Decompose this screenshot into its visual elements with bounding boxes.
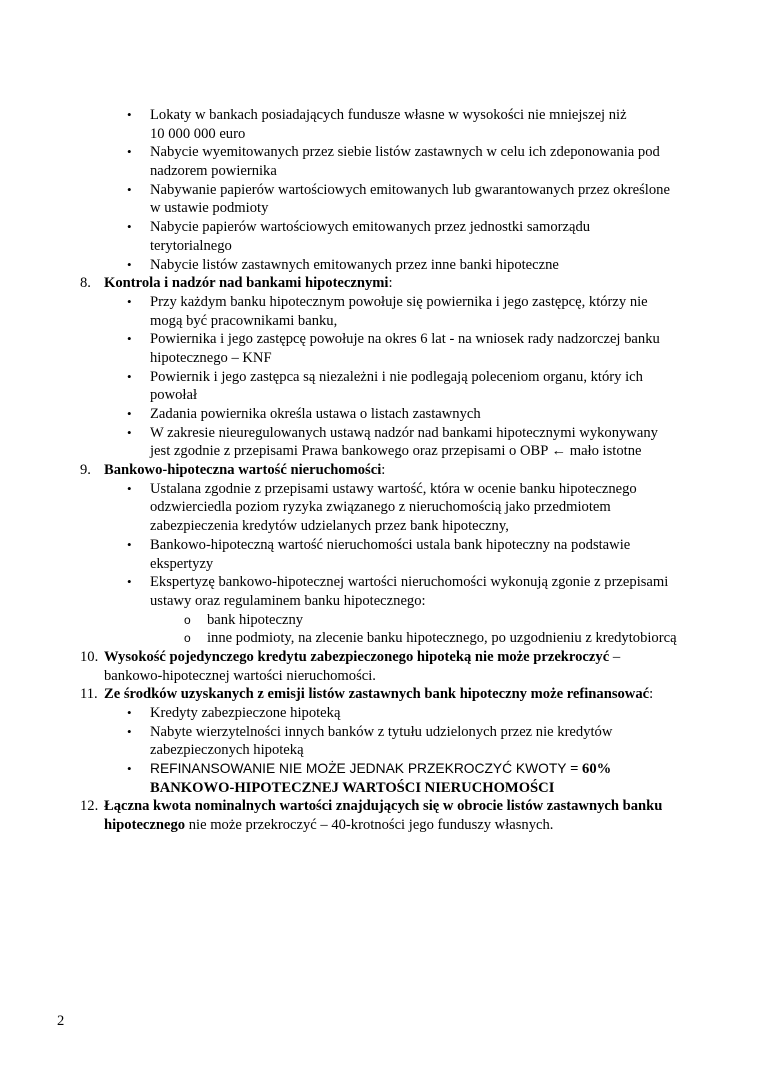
text-run: zabezpieczonych hipoteką bbox=[150, 742, 304, 759]
line-text bbox=[104, 797, 662, 816]
numbered-list-line bbox=[0, 461, 760, 480]
bold-text: Kontrola i nadzór nad bankami hipotecznymi bbox=[104, 275, 389, 292]
text-run: Zadania powiernika określa ustawa o listach zastawnych bbox=[150, 406, 481, 422]
bullet-list-line bbox=[0, 555, 760, 574]
bullet-list-line bbox=[0, 312, 760, 331]
text-run: Nabyte wierzytelności innych banków z tytułu udzielonych przez nie kredytów bbox=[150, 723, 613, 740]
line-text bbox=[150, 779, 554, 798]
bullet-list-line bbox=[0, 181, 760, 200]
text-run: Kredyty zabezpieczone hipoteką bbox=[150, 705, 341, 721]
line-text bbox=[207, 629, 677, 648]
text-run: powołał bbox=[150, 387, 198, 404]
bold-text: Łączna kwota nominalnych wartości znajdujących się w obrocie listów zastawnych banku bbox=[104, 798, 663, 815]
bullet-list-line bbox=[0, 704, 760, 723]
bullet-icon: • bbox=[127, 256, 132, 272]
text-run: : bbox=[388, 275, 393, 292]
text-run: nadzorem powiernika bbox=[150, 163, 277, 180]
bullet-icon: • bbox=[127, 723, 132, 739]
bold-text: hipotecznego bbox=[104, 817, 186, 834]
text-run: W zakresie nieuregulowanych ustawą nadzór nad bankami hipotecznymi wykonywany bbox=[150, 424, 658, 441]
line-text bbox=[104, 816, 553, 835]
bullet-list-line bbox=[0, 125, 760, 144]
document-body bbox=[0, 106, 760, 835]
bullet-icon: • bbox=[127, 107, 132, 122]
bullet-list-line bbox=[0, 442, 760, 461]
list-number: 10. bbox=[80, 648, 99, 665]
line-text bbox=[150, 517, 509, 536]
text-run: ekspertyzy bbox=[150, 555, 214, 572]
line-text bbox=[104, 274, 393, 293]
bullet-icon: • bbox=[127, 368, 132, 384]
text-run: Nabywanie papierów wartościowych emitowanych lub gwarantowanych przez określone bbox=[150, 181, 670, 198]
bullet-icon: • bbox=[127, 536, 132, 552]
text-run: : bbox=[649, 686, 654, 703]
list-number: 11. bbox=[80, 686, 98, 703]
line-text bbox=[150, 181, 670, 200]
bullet-icon: o bbox=[184, 612, 191, 627]
line-text bbox=[150, 256, 559, 275]
line-text bbox=[150, 312, 337, 331]
bullet-list-line bbox=[0, 143, 760, 162]
line-text bbox=[150, 498, 611, 517]
line-text bbox=[150, 143, 660, 162]
text-run: Nabycie listów zastawnych emitowanych przez inne banki hipoteczne bbox=[150, 256, 559, 273]
bullet-icon: • bbox=[127, 406, 132, 421]
line-text bbox=[150, 386, 197, 405]
bullet-list-line bbox=[0, 237, 760, 256]
line-text bbox=[150, 573, 668, 592]
text-run: mogą być pracownikami banku, bbox=[150, 312, 338, 329]
bullet-icon: • bbox=[127, 219, 132, 235]
text-run: : bbox=[381, 462, 386, 479]
line-text bbox=[104, 667, 376, 686]
page-number: 2 bbox=[57, 1013, 65, 1029]
text-run: 10 000 000 euro bbox=[150, 125, 246, 142]
bullet-icon: • bbox=[127, 574, 132, 590]
bold-text: = 60% bbox=[570, 761, 612, 778]
text-run: Ekspertyzę bankowo-hipotecznej wartości nieruchomości wykonują zgonie z przepisami bbox=[150, 574, 669, 591]
line-text bbox=[150, 555, 213, 574]
line-text bbox=[150, 741, 304, 760]
bullet-list-line bbox=[0, 517, 760, 536]
text-run: jest zgodnie z przepisami Prawa bankowego oraz przepisami o OBP ← mało istotne bbox=[150, 443, 642, 460]
list-number: 8. bbox=[80, 275, 91, 292]
bullet-list-line bbox=[0, 405, 760, 424]
bullet-list-line bbox=[0, 256, 760, 275]
text-run: terytorialnego bbox=[150, 237, 232, 254]
line-text bbox=[150, 592, 426, 611]
bullet-icon: • bbox=[127, 181, 132, 197]
bold-text: Ze środków uzyskanych z emisji listów zastawnych bank hipoteczny może refinansować bbox=[104, 686, 650, 703]
line-text bbox=[150, 106, 627, 125]
text-run: Przy każdym banku hipotecznym powołuje się powiernika i jego zastępcę, którzy nie bbox=[150, 293, 648, 310]
line-text bbox=[150, 480, 637, 499]
numbered-list-line bbox=[0, 797, 760, 816]
bullet-list-line bbox=[0, 779, 760, 798]
line-text bbox=[150, 237, 232, 256]
bullet-list-line bbox=[0, 162, 760, 181]
bullet-icon: • bbox=[127, 480, 132, 496]
text-run: hipotecznego – KNF bbox=[150, 349, 272, 366]
bullet-icon: o bbox=[184, 631, 191, 646]
text-run: Bankowo-hipoteczną wartość nieruchomości ustala bank hipoteczny na podstawie bbox=[150, 536, 631, 553]
line-text bbox=[150, 218, 590, 237]
text-run: inne podmioty, na zlecenie banku hipotecznego, po uzgodnieniu z kredytobiorcą bbox=[207, 630, 677, 647]
text-run: bank hipoteczny bbox=[207, 611, 304, 628]
line-text bbox=[150, 723, 612, 742]
bullet-list-line bbox=[0, 723, 760, 742]
line-text bbox=[207, 611, 303, 630]
line-text bbox=[104, 685, 653, 704]
bullet-icon: • bbox=[127, 424, 132, 440]
line-text bbox=[150, 760, 611, 779]
text-run: Nabycie papierów wartościowych emitowanych przez jednostki samorządu bbox=[150, 219, 591, 236]
numbered-list-line bbox=[0, 274, 760, 293]
text-run: REFINANSOWANIE NIE MOŻE JEDNAK PRZEKROCZYĆ KWOTY bbox=[150, 761, 571, 777]
numbered-list-line bbox=[0, 685, 760, 704]
bullet-list-line bbox=[0, 386, 760, 405]
bold-text: Bankowo-hipoteczna wartość nieruchomości bbox=[104, 462, 382, 479]
bullet-icon: • bbox=[127, 144, 132, 160]
text-run: – bbox=[609, 648, 621, 665]
bullet-list-line bbox=[0, 218, 760, 237]
line-text bbox=[150, 125, 245, 144]
bullet-list-line bbox=[0, 293, 760, 312]
bullet-icon: • bbox=[127, 761, 132, 777]
bold-text: Wysokość pojedynczego kredytu zabezpieczonego hipoteką nie może przekroczyć bbox=[104, 648, 610, 665]
text-run: w ustawie podmioty bbox=[150, 200, 269, 217]
bullet-list-line bbox=[0, 424, 760, 443]
numbered-list-line bbox=[0, 648, 760, 667]
text-run: ustawy oraz regulaminem banku hipotecznego: bbox=[150, 592, 426, 609]
line-text bbox=[150, 405, 481, 424]
line-text bbox=[150, 293, 648, 312]
bullet-list-line bbox=[0, 330, 760, 349]
bold-text: BANKOWO-HIPOTECZNEJ WARTOŚCI NIERUCHOMOŚCI bbox=[150, 779, 555, 796]
text-run: bankowo-hipotecznej wartości nieruchomości. bbox=[104, 667, 376, 684]
bullet-icon: • bbox=[127, 293, 132, 309]
bullet-list-line bbox=[0, 573, 760, 592]
line-text bbox=[104, 461, 385, 480]
line-text bbox=[104, 648, 620, 667]
line-text bbox=[150, 424, 658, 443]
line-text bbox=[150, 349, 272, 368]
line-text bbox=[150, 199, 268, 218]
line-text bbox=[150, 162, 277, 181]
bullet-list-line bbox=[0, 592, 760, 611]
bullet-list-line bbox=[0, 498, 760, 517]
text-run: Powiernik i jego zastępca są niezależni i nie podlegają poleceniom organu, który ich bbox=[150, 368, 643, 385]
numbered-list-line bbox=[0, 667, 760, 686]
text-run: nie może przekroczyć – 40-krotności jego funduszy własnych. bbox=[185, 817, 554, 834]
line-text bbox=[150, 442, 641, 461]
text-run: zabezpieczenia kredytów udzielanych przez bank hipoteczny, bbox=[150, 518, 509, 535]
text-run: Powiernika i jego zastępcę powołuje na okres 6 lat - na wniosek rady nadzorczej banku bbox=[150, 331, 660, 348]
text-run: Lokaty w bankach posiadających fundusze własne w wysokości nie mniejszej niż bbox=[150, 107, 627, 123]
bullet-list-line bbox=[0, 349, 760, 368]
bullet-list-line bbox=[0, 368, 760, 387]
text-run: Ustalana zgodnie z przepisami ustawy wartość, która w ocenie banku hipotecznego bbox=[150, 480, 637, 497]
line-text bbox=[150, 368, 643, 387]
bullet-list-line bbox=[0, 199, 760, 218]
numbered-list-line bbox=[0, 816, 760, 835]
list-number: 9. bbox=[80, 462, 91, 479]
text-run: odzwierciedla poziom ryzyka związanego z nieruchomością jako przedmiotem bbox=[150, 499, 611, 516]
line-text bbox=[150, 330, 660, 349]
bullet-list-line bbox=[0, 611, 760, 630]
line-text bbox=[150, 704, 340, 723]
bullet-list-line bbox=[0, 760, 760, 779]
bullet-icon: • bbox=[127, 331, 132, 347]
bullet-icon: • bbox=[127, 705, 132, 720]
text-run: Nabycie wyemitowanych przez siebie listów zastawnych w celu ich zdeponowania pod bbox=[150, 144, 660, 161]
bullet-list-line bbox=[0, 480, 760, 499]
bullet-list-line bbox=[0, 536, 760, 555]
bullet-list-line bbox=[0, 629, 760, 648]
list-number: 12. bbox=[80, 798, 99, 815]
line-text bbox=[150, 536, 630, 555]
bullet-list-line bbox=[0, 741, 760, 760]
bullet-list-line bbox=[0, 106, 760, 125]
